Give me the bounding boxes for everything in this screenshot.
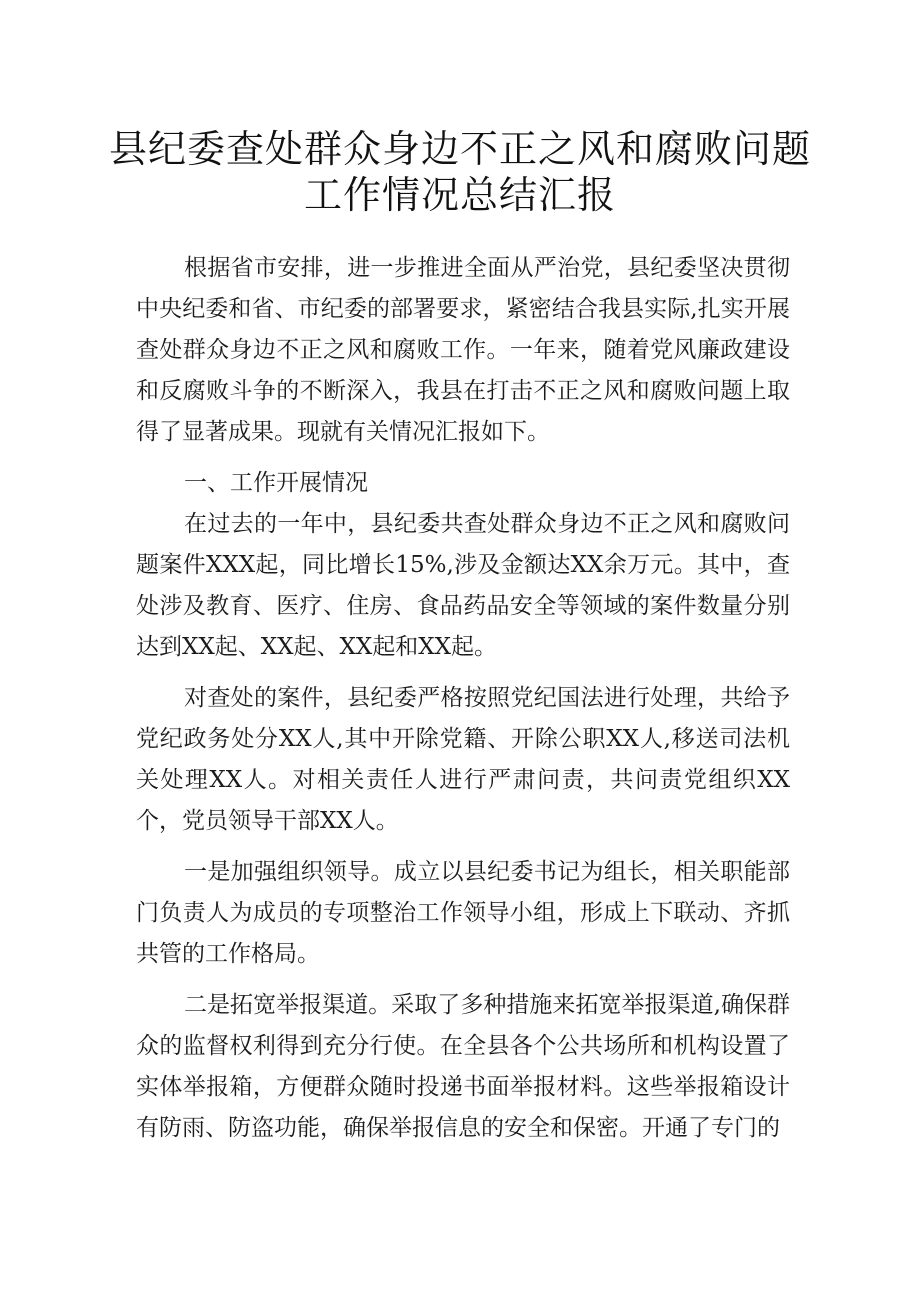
paragraph-organization: 一是加强组织领导。成立以县纪委书记为组长，相关职能部门负责人为成员的专项整治工作领导小组，形成上下联动、齐抓共管的工作格局。 xyxy=(136,859,790,967)
paragraph-intro: 根据省市安排，进一步推进全面从严治党，县纪委坚决贯彻中央纪委和省、市纪委的部署要求，紧密结合我县实际,扎实开展查处群众身边不正之风和腐败工作。一年来，随着党风廉政建设和反腐败斗争的不断深入，我县在打击不正之风和腐败问题上取得了显著成果。现就有关情况汇报如下。 xyxy=(136,255,790,445)
document-title-line-2: 工作情况总结汇报 xyxy=(303,173,616,217)
section-heading-1: 一、工作开展情况 xyxy=(184,470,368,496)
paragraph-reporting-channels: 二是拓宽举报渠道。采取了多种措施来拓宽举报渠道,确保群众的监督权利得到充分行使。在全县各个公共场所和机构设置了实体举报箱，方便群众随时投递书面举报材料。这些举报箱设计有防雨、防盗功能，确保举报信息的安全和保密。开通了专门的 xyxy=(136,992,790,1141)
document-title-line-1: 县纪委查处群众身边不正之风和腐败问题 xyxy=(108,127,811,171)
paragraph-cases: 在过去的一年中，县纪委共查处群众身边不正之风和腐败问题案件XXX起，同比增长15%,涉及金额达XX余万元。其中，查处涉及教育、医疗、住房、食品药品安全等领域的案件数量分别达到XX起、XX起、XX起和XX起。 xyxy=(136,511,790,660)
paragraph-handling: 对查处的案件，县纪委严格按照党纪国法进行处理，共给予党纪政务处分XX人,其中开除党籍、开除公职XX人,移送司法机关处理XX人。对相关责任人进行严肃问责，共问责党组织XX个，党员领导干部XX人。 xyxy=(136,685,790,834)
document-body xyxy=(136,248,790,1149)
